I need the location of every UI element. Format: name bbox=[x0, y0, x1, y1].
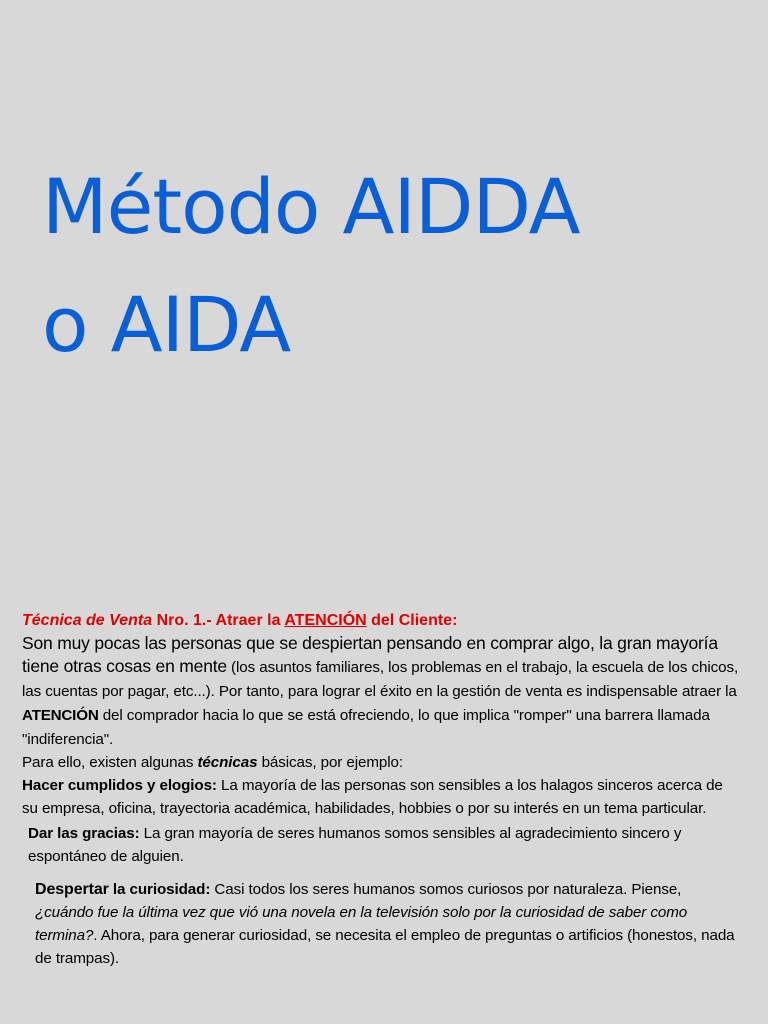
curiosidad-label-b: la curiosidad: bbox=[108, 881, 211, 898]
curiosidad-italic: ¿cuándo fue la última vez que vió una novela en la televisión solo por la curiosidad de saber como termina? bbox=[35, 904, 688, 944]
gracias-label: Dar las gracias: bbox=[28, 825, 140, 842]
content-body bbox=[22, 610, 742, 970]
intro-part-2: (los asuntos familiares, los problemas en el trabajo, la escuela de los chicos, las cuentas por pagar, etc...). Por tanto, para lograr el éxito en la gestión de venta es indispensable atraer la bbox=[22, 659, 739, 700]
gracias-paragraph bbox=[28, 822, 742, 868]
heading-cliente: del Cliente: bbox=[371, 612, 458, 629]
curiosidad-label-a: Despertar bbox=[35, 881, 109, 898]
section-heading bbox=[22, 610, 742, 632]
para-ello-tecnicas: técnicas bbox=[197, 754, 258, 771]
intro-paragraph bbox=[22, 632, 742, 751]
cumplidos-paragraph bbox=[22, 774, 742, 820]
intro-part-1: Son muy pocas las personas que se despiertan pensando en comprar algo, la gran mayoría tiene otras cosas en mente bbox=[22, 633, 718, 676]
gracias-text: La gran mayoría de seres humanos somos sensibles al agradecimiento sincero y espontáneo de alguien. bbox=[28, 825, 682, 865]
intro-part-3: del comprador hacia lo que se está ofreciendo, lo que implica "romper" una barrera llamada "indiferencia". bbox=[22, 707, 710, 748]
heading-nro: Nro. 1.- Atraer la bbox=[156, 612, 281, 629]
curiosidad-paragraph bbox=[35, 878, 742, 970]
cumplidos-label: Hacer cumplidos y elogios: bbox=[22, 777, 217, 794]
page-title-line-1: Método AIDDA bbox=[42, 162, 580, 251]
cumplidos-text: La mayoría de las personas son sensibles a los halagos sinceros acerca de su empresa, oficina, trayectoria académica, habilidades, hobbies o por su interés en un tema particular. bbox=[22, 777, 723, 817]
heading-tecnica: Técnica de Venta bbox=[22, 612, 153, 629]
curiosidad-text-1: Casi todos los seres humanos somos curiosos por naturaleza. Piense, bbox=[210, 881, 682, 898]
curiosidad-text-2: . Ahora, para generar curiosidad, se necesita el empleo de preguntas o artificios (honestos, nada de trampas). bbox=[35, 927, 735, 967]
intro-atencion: ATENCIÓN bbox=[22, 707, 99, 724]
para-ello-paragraph bbox=[22, 751, 742, 774]
page-title bbox=[42, 148, 580, 384]
heading-atencion: ATENCIÓN bbox=[284, 612, 367, 629]
page-title-line-2: o AIDA bbox=[42, 280, 291, 369]
para-ello-after: básicas, por ejemplo: bbox=[257, 754, 403, 771]
para-ello-before: Para ello, existen algunas bbox=[22, 754, 198, 771]
